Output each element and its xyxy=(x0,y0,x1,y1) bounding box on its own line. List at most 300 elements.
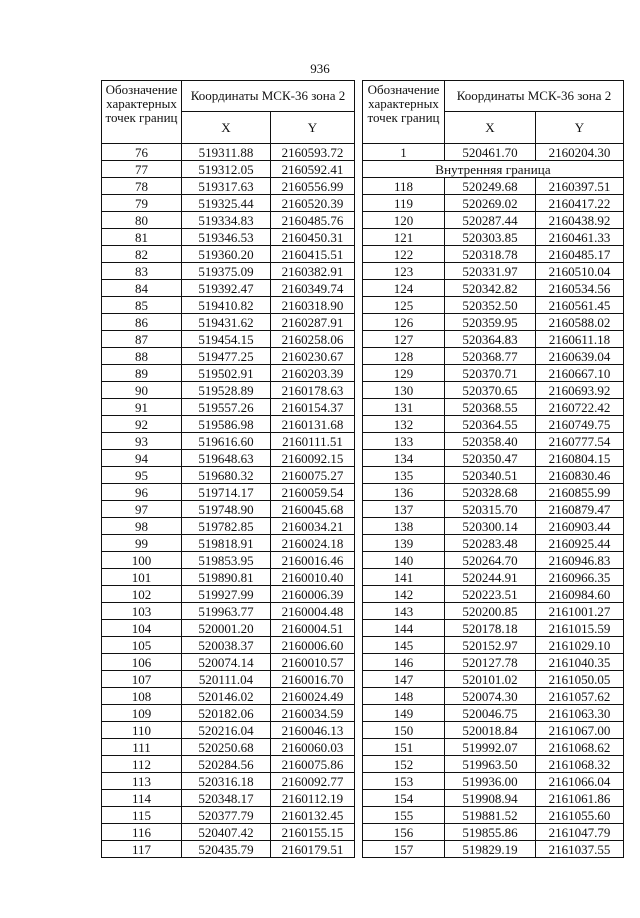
left-coord-x: 519586.98 xyxy=(182,416,271,433)
table-row xyxy=(102,569,624,586)
left-coord-y: 2160132.45 xyxy=(271,807,355,824)
column-gap xyxy=(355,280,363,297)
table-row xyxy=(102,603,624,620)
table-row xyxy=(102,416,624,433)
left-coord-x: 519410.82 xyxy=(182,297,271,314)
left-point-number: 111 xyxy=(102,739,182,756)
left-coord-x: 519680.32 xyxy=(182,467,271,484)
left-coord-x: 519528.89 xyxy=(182,382,271,399)
right-coord-x: 520223.51 xyxy=(445,586,536,603)
left-coord-y: 2160349.74 xyxy=(271,280,355,297)
left-point-number: 105 xyxy=(102,637,182,654)
table-row xyxy=(102,399,624,416)
right-coord-x: 520287.44 xyxy=(445,212,536,229)
right-coord-y: 2160722.42 xyxy=(536,399,624,416)
right-coord-y: 2160903.44 xyxy=(536,518,624,535)
left-point-number: 85 xyxy=(102,297,182,314)
right-coord-x: 520318.78 xyxy=(445,246,536,263)
left-coord-y: 2160131.68 xyxy=(271,416,355,433)
left-point-number: 102 xyxy=(102,586,182,603)
table-row xyxy=(102,178,624,195)
right-point-number: 124 xyxy=(363,280,445,297)
left-coord-y: 2160010.57 xyxy=(271,654,355,671)
right-point-number: 149 xyxy=(363,705,445,722)
right-coord-y: 2160438.92 xyxy=(536,212,624,229)
column-gap xyxy=(355,161,363,178)
right-coord-x: 520315.70 xyxy=(445,501,536,518)
right-point-number: 134 xyxy=(363,450,445,467)
left-coord-y: 2160450.31 xyxy=(271,229,355,246)
left-point-number: 80 xyxy=(102,212,182,229)
right-coord-y: 2160804.15 xyxy=(536,450,624,467)
column-gap xyxy=(355,212,363,229)
left-coord-y: 2160287.91 xyxy=(271,314,355,331)
left-point-number: 92 xyxy=(102,416,182,433)
right-point-number: 123 xyxy=(363,263,445,280)
column-gap xyxy=(355,518,363,535)
column-gap xyxy=(355,501,363,518)
right-point-number: 137 xyxy=(363,501,445,518)
left-point-number: 76 xyxy=(102,144,182,161)
left-coord-x: 519334.83 xyxy=(182,212,271,229)
column-gap xyxy=(355,841,363,858)
table-row xyxy=(102,433,624,450)
table-row xyxy=(102,297,624,314)
right-coord-y: 2160693.92 xyxy=(536,382,624,399)
column-gap xyxy=(355,807,363,824)
left-point-number: 108 xyxy=(102,688,182,705)
left-coords-group-header: Координаты МСК-36 зона 2 xyxy=(182,81,355,112)
right-point-number: 118 xyxy=(363,178,445,195)
left-coord-y: 2160592.41 xyxy=(271,161,355,178)
table-row xyxy=(102,314,624,331)
left-coord-y: 2160179.51 xyxy=(271,841,355,858)
right-coord-y: 2161061.86 xyxy=(536,790,624,807)
left-point-number: 81 xyxy=(102,229,182,246)
left-coord-y: 2160024.49 xyxy=(271,688,355,705)
right-point-number: 131 xyxy=(363,399,445,416)
left-coord-x: 519502.91 xyxy=(182,365,271,382)
right-point-number: 122 xyxy=(363,246,445,263)
right-coord-y: 2161068.32 xyxy=(536,756,624,773)
left-coord-x: 520038.37 xyxy=(182,637,271,654)
right-coord-x: 520018.84 xyxy=(445,722,536,739)
right-coord-x: 520046.75 xyxy=(445,705,536,722)
table-row xyxy=(102,535,624,552)
right-coord-y: 2160925.44 xyxy=(536,535,624,552)
right-point-number: 146 xyxy=(363,654,445,671)
table-row xyxy=(102,807,624,824)
column-gap xyxy=(355,569,363,586)
right-coord-x: 520352.50 xyxy=(445,297,536,314)
column-gap xyxy=(355,365,363,382)
right-coord-y: 2160461.33 xyxy=(536,229,624,246)
table-row xyxy=(102,671,624,688)
column-gap xyxy=(355,314,363,331)
left-point-number: 107 xyxy=(102,671,182,688)
right-coord-x: 520340.51 xyxy=(445,467,536,484)
column-gap xyxy=(355,416,363,433)
table-row xyxy=(102,161,624,178)
left-point-number: 84 xyxy=(102,280,182,297)
left-coord-y: 2160092.77 xyxy=(271,773,355,790)
table-row xyxy=(102,722,624,739)
right-point-number: 154 xyxy=(363,790,445,807)
left-point-number: 117 xyxy=(102,841,182,858)
right-coord-y: 2160984.60 xyxy=(536,586,624,603)
right-coord-x: 520264.70 xyxy=(445,552,536,569)
right-coord-y: 2161047.79 xyxy=(536,824,624,841)
column-gap xyxy=(355,433,363,450)
right-coord-x: 520283.48 xyxy=(445,535,536,552)
left-coord-x: 520074.14 xyxy=(182,654,271,671)
left-coord-x: 520216.04 xyxy=(182,722,271,739)
left-point-number: 79 xyxy=(102,195,182,212)
left-coord-y: 2160016.46 xyxy=(271,552,355,569)
table-row xyxy=(102,348,624,365)
right-point-number: 119 xyxy=(363,195,445,212)
column-gap xyxy=(355,467,363,484)
right-point-number: 140 xyxy=(363,552,445,569)
left-coord-x: 520377.79 xyxy=(182,807,271,824)
left-coord-x: 519375.09 xyxy=(182,263,271,280)
right-point-number: 148 xyxy=(363,688,445,705)
column-gap xyxy=(355,297,363,314)
column-gap xyxy=(355,654,363,671)
left-point-number: 83 xyxy=(102,263,182,280)
right-point-number: 1 xyxy=(363,144,445,161)
column-gap xyxy=(355,620,363,637)
table-row xyxy=(102,467,624,484)
left-coord-x: 519325.44 xyxy=(182,195,271,212)
left-coord-x: 519748.90 xyxy=(182,501,271,518)
right-coords-group-header: Координаты МСК-36 зона 2 xyxy=(445,81,624,112)
column-gap xyxy=(355,348,363,365)
table-row xyxy=(102,824,624,841)
column-gap xyxy=(355,722,363,739)
table-row xyxy=(102,688,624,705)
left-point-number: 99 xyxy=(102,535,182,552)
left-coord-x: 520407.42 xyxy=(182,824,271,841)
left-coord-y: 2160092.15 xyxy=(271,450,355,467)
left-coord-x: 520001.20 xyxy=(182,620,271,637)
right-point-number: 142 xyxy=(363,586,445,603)
right-coord-x: 520303.85 xyxy=(445,229,536,246)
right-coord-y: 2160777.54 xyxy=(536,433,624,450)
left-coord-x: 519454.15 xyxy=(182,331,271,348)
left-point-number: 103 xyxy=(102,603,182,620)
right-coord-y: 2161040.35 xyxy=(536,654,624,671)
left-point-label-header: Обозначение характерных точек границ xyxy=(102,81,182,144)
left-point-number: 78 xyxy=(102,178,182,195)
column-gap xyxy=(355,484,363,501)
column-gap xyxy=(355,81,363,144)
left-coord-y: 2160382.91 xyxy=(271,263,355,280)
right-coord-x: 520269.02 xyxy=(445,195,536,212)
right-coord-x: 520368.77 xyxy=(445,348,536,365)
left-coord-x: 519311.88 xyxy=(182,144,271,161)
table-row xyxy=(102,331,624,348)
right-coord-y: 2161050.05 xyxy=(536,671,624,688)
column-gap xyxy=(355,671,363,688)
section-inner-boundary: Внутренняя граница xyxy=(363,161,624,178)
column-gap xyxy=(355,195,363,212)
right-coord-x: 520249.68 xyxy=(445,178,536,195)
right-point-number: 157 xyxy=(363,841,445,858)
left-point-number: 112 xyxy=(102,756,182,773)
column-gap xyxy=(355,637,363,654)
right-coord-y: 2160485.17 xyxy=(536,246,624,263)
left-coord-y: 2160155.15 xyxy=(271,824,355,841)
left-coord-x: 520182.06 xyxy=(182,705,271,722)
left-coord-y: 2160112.19 xyxy=(271,790,355,807)
right-coord-y: 2160588.02 xyxy=(536,314,624,331)
left-coord-y: 2160004.48 xyxy=(271,603,355,620)
right-coord-y: 2160879.47 xyxy=(536,501,624,518)
table-row xyxy=(102,790,624,807)
left-point-number: 87 xyxy=(102,331,182,348)
right-point-number: 143 xyxy=(363,603,445,620)
right-coord-x: 520359.95 xyxy=(445,314,536,331)
right-coord-x: 520244.91 xyxy=(445,569,536,586)
left-coord-x: 519782.85 xyxy=(182,518,271,535)
right-coord-y: 2160667.10 xyxy=(536,365,624,382)
right-point-number: 125 xyxy=(363,297,445,314)
left-coord-y: 2160593.72 xyxy=(271,144,355,161)
right-point-number: 147 xyxy=(363,671,445,688)
column-gap xyxy=(355,773,363,790)
column-gap xyxy=(355,586,363,603)
right-coord-x: 520461.70 xyxy=(445,144,536,161)
right-coord-y: 2161037.55 xyxy=(536,841,624,858)
table-row xyxy=(102,620,624,637)
table-row xyxy=(102,144,624,161)
left-point-number: 96 xyxy=(102,484,182,501)
left-coord-x: 519648.63 xyxy=(182,450,271,467)
left-point-number: 97 xyxy=(102,501,182,518)
left-coord-x: 519360.20 xyxy=(182,246,271,263)
left-coord-x: 519312.05 xyxy=(182,161,271,178)
right-point-label-header: Обозначение характерных точек границ xyxy=(363,81,445,144)
left-point-number: 101 xyxy=(102,569,182,586)
table-row xyxy=(102,586,624,603)
column-gap xyxy=(355,382,363,399)
right-coord-y: 2160946.83 xyxy=(536,552,624,569)
left-point-number: 110 xyxy=(102,722,182,739)
right-coord-y: 2160639.04 xyxy=(536,348,624,365)
left-point-number: 77 xyxy=(102,161,182,178)
left-coord-x: 519317.63 xyxy=(182,178,271,195)
column-gap xyxy=(355,246,363,263)
right-coord-x: 519829.19 xyxy=(445,841,536,858)
left-coord-x: 519557.26 xyxy=(182,399,271,416)
column-gap xyxy=(355,790,363,807)
right-coord-x: 519855.86 xyxy=(445,824,536,841)
right-coord-x: 520370.65 xyxy=(445,382,536,399)
table-row xyxy=(102,263,624,280)
column-gap xyxy=(355,535,363,552)
left-coord-y: 2160415.51 xyxy=(271,246,355,263)
left-point-number: 104 xyxy=(102,620,182,637)
left-point-number: 90 xyxy=(102,382,182,399)
left-coord-x: 519431.62 xyxy=(182,314,271,331)
left-coord-x: 519616.60 xyxy=(182,433,271,450)
right-coord-x: 520127.78 xyxy=(445,654,536,671)
left-coord-x: 520435.79 xyxy=(182,841,271,858)
left-coord-y: 2160178.63 xyxy=(271,382,355,399)
left-coord-y: 2160318.90 xyxy=(271,297,355,314)
column-gap xyxy=(355,552,363,569)
right-coord-y: 2160966.35 xyxy=(536,569,624,586)
right-coord-x: 519936.00 xyxy=(445,773,536,790)
right-point-number: 153 xyxy=(363,773,445,790)
right-coord-x: 520300.14 xyxy=(445,518,536,535)
column-gap xyxy=(355,399,363,416)
right-coord-x: 520368.55 xyxy=(445,399,536,416)
right-coord-y: 2161057.62 xyxy=(536,688,624,705)
right-coord-x: 520101.02 xyxy=(445,671,536,688)
left-point-number: 98 xyxy=(102,518,182,535)
left-point-number: 114 xyxy=(102,790,182,807)
right-coord-x: 520152.97 xyxy=(445,637,536,654)
column-gap xyxy=(355,603,363,620)
right-coord-x: 519963.50 xyxy=(445,756,536,773)
right-coord-x: 520364.83 xyxy=(445,331,536,348)
left-coord-y: 2160230.67 xyxy=(271,348,355,365)
left-coord-y: 2160060.03 xyxy=(271,739,355,756)
right-point-number: 136 xyxy=(363,484,445,501)
right-point-number: 121 xyxy=(363,229,445,246)
right-coord-x: 520328.68 xyxy=(445,484,536,501)
column-gap xyxy=(355,178,363,195)
left-coord-y: 2160004.51 xyxy=(271,620,355,637)
left-coord-y: 2160046.13 xyxy=(271,722,355,739)
right-point-number: 141 xyxy=(363,569,445,586)
left-coord-x: 519890.81 xyxy=(182,569,271,586)
table-body xyxy=(102,144,624,858)
left-coord-y: 2160111.51 xyxy=(271,433,355,450)
table-row xyxy=(102,501,624,518)
left-point-number: 82 xyxy=(102,246,182,263)
left-coord-y: 2160010.40 xyxy=(271,569,355,586)
left-coord-y: 2160154.37 xyxy=(271,399,355,416)
left-coord-x: 519714.17 xyxy=(182,484,271,501)
right-coord-x: 519992.07 xyxy=(445,739,536,756)
left-point-number: 89 xyxy=(102,365,182,382)
left-point-number: 100 xyxy=(102,552,182,569)
right-coord-y: 2161063.30 xyxy=(536,705,624,722)
right-coord-y: 2160417.22 xyxy=(536,195,624,212)
column-gap xyxy=(355,705,363,722)
column-gap xyxy=(355,331,363,348)
left-coord-y: 2160075.27 xyxy=(271,467,355,484)
left-point-number: 93 xyxy=(102,433,182,450)
left-coord-x: 520250.68 xyxy=(182,739,271,756)
left-coord-x: 519818.91 xyxy=(182,535,271,552)
table-row xyxy=(102,739,624,756)
left-coord-x: 520316.18 xyxy=(182,773,271,790)
left-point-number: 86 xyxy=(102,314,182,331)
left-point-number: 91 xyxy=(102,399,182,416)
left-coord-y: 2160556.99 xyxy=(271,178,355,195)
right-point-number: 150 xyxy=(363,722,445,739)
left-coord-y: 2160059.54 xyxy=(271,484,355,501)
right-coord-y: 2161055.60 xyxy=(536,807,624,824)
left-coord-x: 519853.95 xyxy=(182,552,271,569)
right-coord-y: 2161015.59 xyxy=(536,620,624,637)
right-point-number: 156 xyxy=(363,824,445,841)
right-coord-y: 2160510.04 xyxy=(536,263,624,280)
page-number: 936 xyxy=(310,61,330,76)
right-coord-x: 519881.52 xyxy=(445,807,536,824)
left-coord-x: 520111.04 xyxy=(182,671,271,688)
right-point-number: 138 xyxy=(363,518,445,535)
right-coord-y: 2161029.10 xyxy=(536,637,624,654)
left-coord-y: 2160024.18 xyxy=(271,535,355,552)
right-coord-x: 520370.71 xyxy=(445,365,536,382)
left-point-number: 116 xyxy=(102,824,182,841)
right-coord-x: 520350.47 xyxy=(445,450,536,467)
table-row xyxy=(102,705,624,722)
right-coord-y: 2160749.75 xyxy=(536,416,624,433)
left-coord-y: 2160006.39 xyxy=(271,586,355,603)
left-coord-y: 2160034.59 xyxy=(271,705,355,722)
table-row xyxy=(102,637,624,654)
left-coord-y: 2160016.70 xyxy=(271,671,355,688)
table-row xyxy=(102,382,624,399)
column-gap xyxy=(355,229,363,246)
left-point-number: 109 xyxy=(102,705,182,722)
left-y-header: Y xyxy=(271,112,355,144)
right-point-number: 135 xyxy=(363,467,445,484)
table-row xyxy=(102,246,624,263)
column-gap xyxy=(355,144,363,161)
table-row xyxy=(102,229,624,246)
table-row xyxy=(102,841,624,858)
table-row xyxy=(102,484,624,501)
right-coord-y: 2160830.46 xyxy=(536,467,624,484)
left-coord-y: 2160203.39 xyxy=(271,365,355,382)
table-row xyxy=(102,773,624,790)
right-point-number: 130 xyxy=(363,382,445,399)
table-header xyxy=(102,81,624,144)
right-point-number: 151 xyxy=(363,739,445,756)
table-row xyxy=(102,212,624,229)
right-point-number: 145 xyxy=(363,637,445,654)
right-coord-y: 2161001.27 xyxy=(536,603,624,620)
right-y-header: Y xyxy=(536,112,624,144)
right-point-number: 139 xyxy=(363,535,445,552)
table-row xyxy=(102,518,624,535)
table-row xyxy=(102,280,624,297)
right-coord-x: 520364.55 xyxy=(445,416,536,433)
right-point-number: 133 xyxy=(363,433,445,450)
table-row xyxy=(102,756,624,773)
column-gap xyxy=(355,263,363,280)
right-point-number: 129 xyxy=(363,365,445,382)
left-coord-x: 519963.77 xyxy=(182,603,271,620)
right-x-header: X xyxy=(445,112,536,144)
right-coord-x: 520074.30 xyxy=(445,688,536,705)
left-coord-x: 520284.56 xyxy=(182,756,271,773)
table-row xyxy=(102,450,624,467)
right-point-number: 128 xyxy=(363,348,445,365)
left-coord-y: 2160485.76 xyxy=(271,212,355,229)
left-coord-x: 519346.53 xyxy=(182,229,271,246)
right-coord-x: 520358.40 xyxy=(445,433,536,450)
right-coord-x: 519908.94 xyxy=(445,790,536,807)
right-point-number: 152 xyxy=(363,756,445,773)
